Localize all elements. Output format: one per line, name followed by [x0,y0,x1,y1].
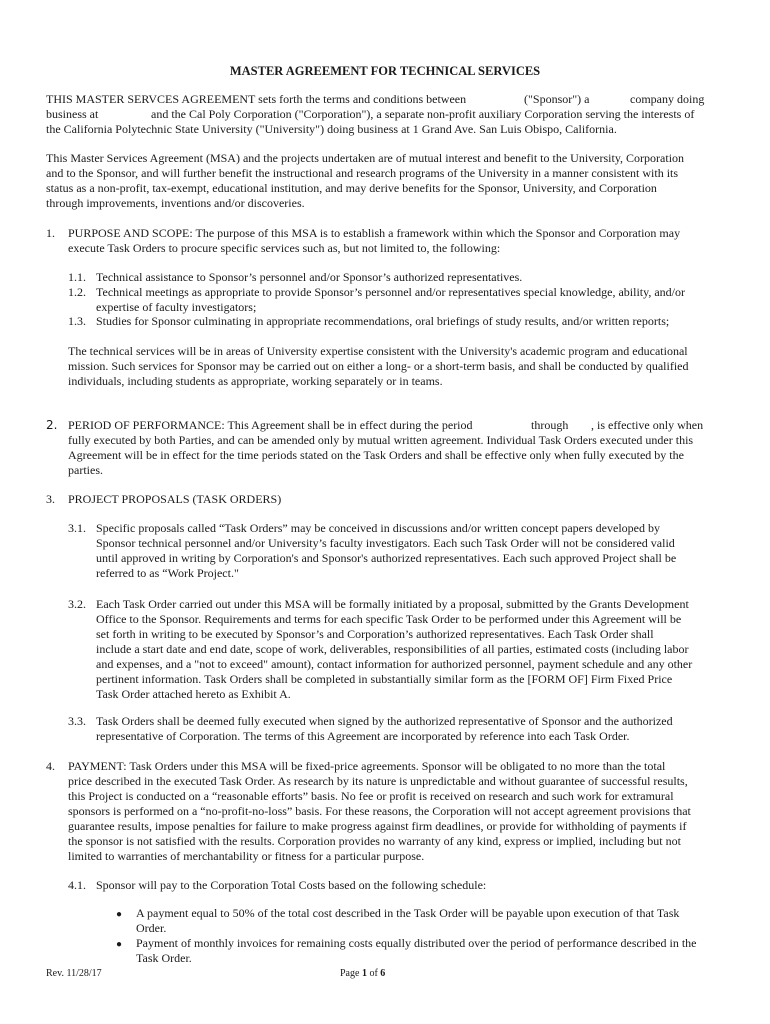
paragraph-line: expertise of faculty investigators; [96,300,257,314]
intro-text: business at [46,107,99,121]
page-of: of [369,968,378,979]
intro-text: and the Cal Poly Corporation ("Corporation"), a separate non-profit auxiliary Corporation serving the interests of [151,107,695,121]
paragraph-line: PURPOSE AND SCOPE: The purpose of this MSA is to establish a framework within which the Sponsor and Corporation may [68,226,681,240]
section-purpose-scope [68,226,728,256]
paragraph-line: price described in the executed Task Order. As research by its nature is unpredictable and without guarantee of successful results, [68,774,688,788]
item-number: 1.3. [68,314,86,328]
page-label: Page [340,968,360,979]
paragraph-line: and to the Sponsor, and will further benefit the instructional and research programs of the University in a manner consistent with its [46,166,679,180]
intro-text: the California Polytechnic State University ("University") doing business at 1 Grand Ave. San Luis Obispo, California. [46,122,617,136]
intro-text: THIS MASTER SERVCES AGREEMENT sets forth the terms and conditions between [46,92,467,106]
paragraph-line: pertinent information. Task Orders shall be completed in substantially similar form as the [FORM OF] Firm Fixed Price [96,672,673,686]
paragraph-text: PERIOD OF PERFORMANCE: This Agreement shall be in effect during the period [68,418,473,432]
paragraph-line: set forth in writing to be executed by Sponsor’s and Corporation’s authorized representatives. Each Task Order shall [96,627,654,641]
section-number: 2. [46,418,58,432]
current-page: 1 [361,968,367,979]
paragraph-line: individuals, including students as appropriate, working separately or in teams. [68,374,443,388]
list-item [96,314,669,329]
paragraph-line: Technical meetings as appropriate to provide Sponsor’s personnel and/or representatives special knowledge, ability, and/or [96,285,685,299]
paragraph-line: through improvements, inventions and/or discoveries. [46,196,305,210]
paragraph-line: sponsors is performed on a “no-profit-no-loss” basis. For these reasons, the Corporation will not accept agreement provisions that [68,804,691,818]
item-number: 3.2. [68,597,86,611]
paragraph-line: Task Orders shall be deemed fully executed when signed by the authorized representative of Sponsor and the authorized [96,714,673,728]
paragraph-line: the sponsor is not satisfied with the results. Corporation provides no warranty of any kind, express or implied, including but not [68,834,681,848]
page-title: MASTER AGREEMENT FOR TECHNICAL SERVICES [229,64,541,78]
paragraph-line: PAYMENT: Task Orders under this MSA will be fixed-price agreements. Sponsor will be obligated to no more than the total [68,759,666,773]
paragraph-line: parties. [68,463,103,477]
list-item [96,521,676,581]
section-payment [68,759,691,864]
bullet-icon: ● [116,909,123,920]
item-number: 1.1. [68,270,86,284]
total-pages: 6 [380,968,386,979]
paragraph-line: Order. [136,921,167,935]
paragraph-line: Sponsor technical personnel and/or University’s faculty investigators. Each such Task Order will not be considered valid [96,536,675,550]
paragraph-line: fully executed by both Parties, and can be amended only by mutual written agreement. Individual Task Orders executed under this [68,433,694,447]
list-item: Sponsor will pay to the Corporation Total Costs based on the following schedule: [96,878,487,892]
paragraph-line: Specific proposals called “Task Orders” may be conceived in discussions and/or written concept papers developed by [96,521,660,535]
intro-text: company doing [630,92,705,106]
paragraph-line: until approved in writing by Corporation's and Sponsor's authorized representatives. Each such approved Project shall be [96,551,677,565]
item-number: 1.2. [68,285,86,299]
section-heading: PROJECT PROPOSALS (TASK ORDERS) [68,492,282,506]
intro-paragraph [46,92,726,137]
paragraph-line: This Master Services Agreement (MSA) and the projects undertaken are of mutual interest and benefit to the University, Corporation [46,151,685,165]
list-item [96,285,685,315]
paragraph-line: Technical assistance to Sponsor’s personnel and/or Sponsor’s authorized representatives. [96,270,523,284]
paragraph-line: representative of Corporation. The terms of this Agreement are incorporated by reference into each Task Order. [96,729,630,743]
paragraph-line: Payment of monthly invoices for remaining costs equally distributed over the period of performance described in the [136,936,697,950]
item-number: 4.1. [68,878,86,892]
paragraph-line: Task Order. [136,951,192,965]
section-number: 4. [46,759,55,773]
section-number: 1. [46,226,55,240]
paragraph-line: limited to warranties of merchantability or fitness for a particular purpose. [68,849,425,863]
bullet-item [136,936,697,966]
paragraph-line: Agreement will be in effect for the time periods stated on the Task Orders and shall be effective only when fully executed by the [68,448,684,462]
item-number: 3.3. [68,714,86,728]
paragraph-text: through [531,418,569,432]
paragraph-line: Each Task Order carried out under this MSA will be formally initiated by a proposal, submitted by the Grants Development [96,597,689,611]
bullet-icon: ● [116,939,123,950]
paragraph-line: Office to the Sponsor. Requirements and terms for each specific Task Order to be performed under this Agreement will be [96,612,682,626]
paragraph-line: guarantee results, impose penalties for failure to make progress against firm deadlines, or provide for withholding of payments if [68,819,687,833]
paragraph-line: A payment equal to 50% of the total cost described in the Task Order will be payable upon execution of that Task [136,906,680,920]
paragraph-text: , is effective only when [591,418,704,432]
paragraph-line: status as a non-profit, tax-exempt, educational institution, and may derive benefits for the Sponsor, University, and Corporation [46,181,657,195]
page-number [340,966,385,981]
paragraph-line: execute Task Orders to procure specific services such as, but not limited to, the following: [68,241,501,255]
section-number: 3. [46,492,55,506]
paragraph-line: and expenses, and a "not to exceed" amount), contact information for authorized personnel, payment schedule and any other [96,657,693,671]
bullet-item [136,906,679,936]
paragraph-line: this Project is conducted on a “reasonable efforts” basis. No fee or profit is received on research and such work for extramural [68,789,674,803]
item-number: 3.1. [68,521,86,535]
intro-text: ("Sponsor") a [524,92,590,106]
list-item [96,270,522,285]
paragraph-line: include a start date and end date, scope of work, deliverables, responsibilities of all parties, estimated costs (including labor [96,642,689,656]
msa-paragraph [46,151,726,211]
paragraph-line: referred to as “Work Project." [96,566,239,580]
list-item [96,714,673,744]
section-period-of-performance [68,418,728,478]
paragraph-line: Task Order attached hereto as Exhibit A. [96,687,291,701]
paragraph-line: Studies for Sponsor culminating in appropriate recommendations, oral briefings of study results, and/or written reports; [96,314,670,328]
revision-date: Rev. 11/28/17 [46,968,102,979]
paragraph-line: mission. Such services for Sponsor may be carried out on either a long- or a short-term basis, and shall be conducted by qualified [68,359,689,373]
section-closing-paragraph [68,344,689,389]
paragraph-line: The technical services will be in areas of University expertise consistent with the University's academic program and educational [68,344,688,358]
list-item [96,597,692,702]
